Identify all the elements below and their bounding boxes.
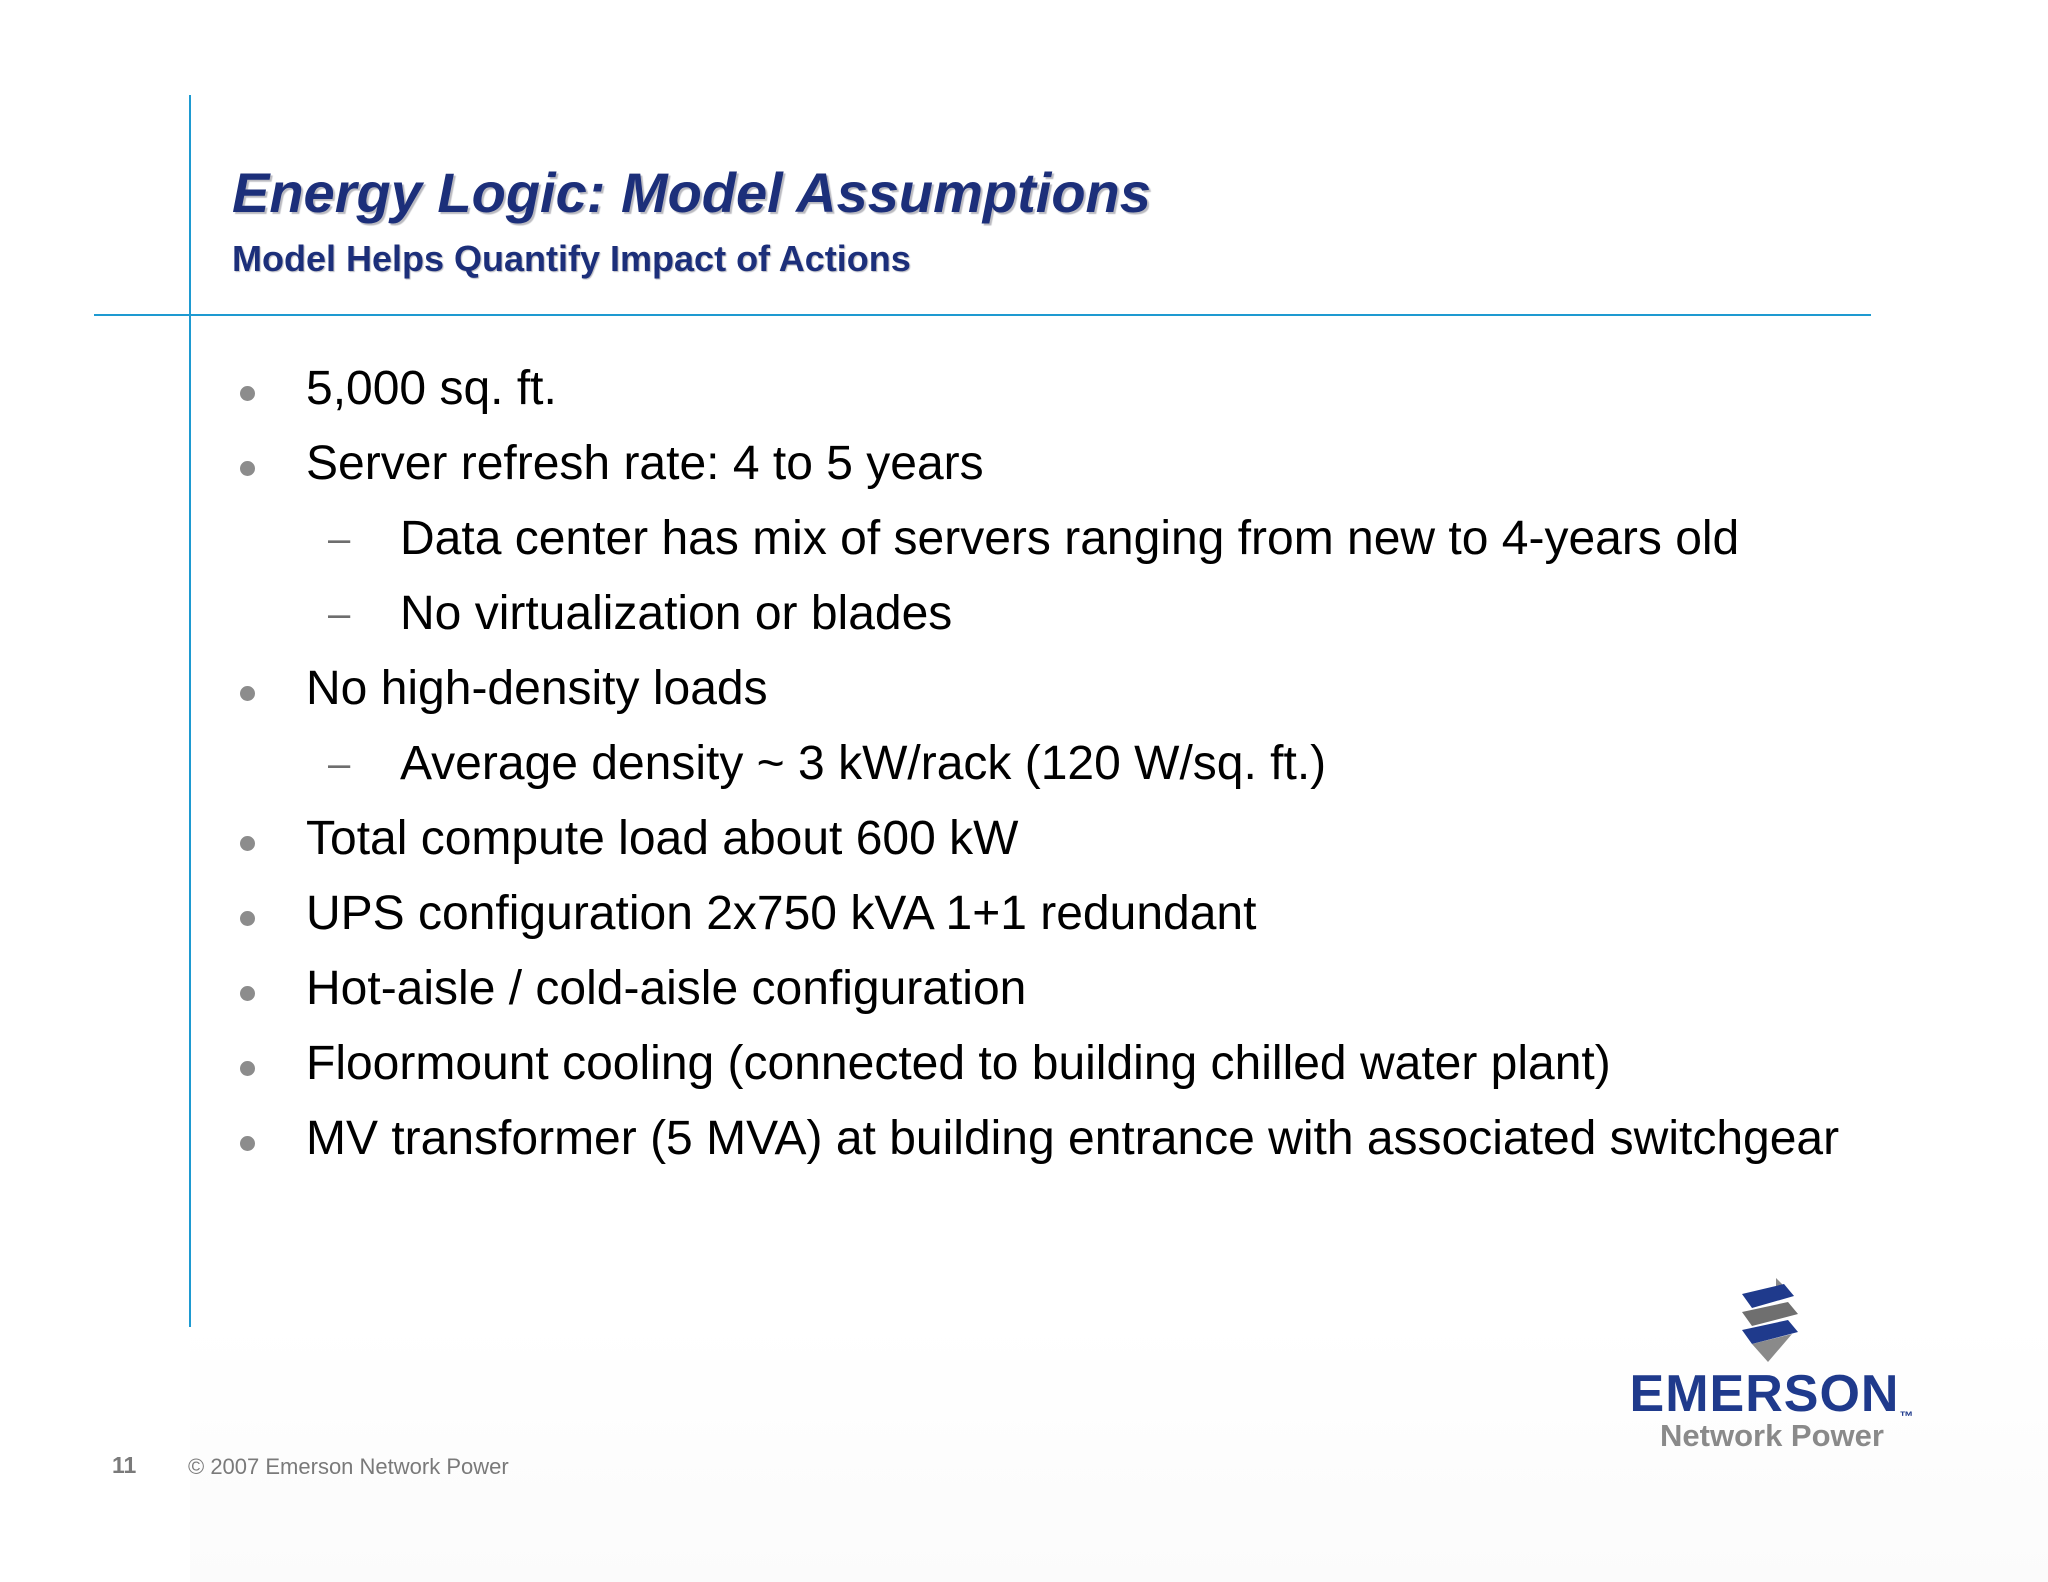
bullet-dot-icon — [240, 386, 255, 401]
bullet-dot-icon — [240, 1136, 255, 1151]
bullet-list — [232, 364, 1872, 1164]
bullet-text: Server refresh rate: 4 to 5 years — [306, 437, 984, 490]
page-number: 11 — [112, 1452, 137, 1478]
bullet-dot-icon — [240, 1061, 255, 1076]
logo-wordmark — [1612, 1364, 1932, 1424]
bullet-text: Hot-aisle / cold-aisle configuration — [306, 962, 1027, 1015]
copyright-text: © 2007 Emerson Network Power — [188, 1454, 509, 1479]
bullet-text: UPS configuration 2x750 kVA 1+1 redundant — [306, 887, 1257, 940]
bullet-item — [232, 814, 1872, 864]
bullet-dot-icon — [240, 986, 255, 1001]
bullet-dot-icon — [240, 911, 255, 926]
bullet-item — [232, 1114, 1872, 1164]
bullet-dot-icon — [240, 836, 255, 851]
logo-name: EMERSON — [1629, 1365, 1900, 1423]
bullet-item — [232, 364, 1872, 414]
dash-icon: – — [328, 592, 351, 636]
bullet-text: No high-density loads — [306, 662, 768, 715]
sub-bullet-item — [232, 739, 1872, 789]
bullet-text: 5,000 sq. ft. — [306, 362, 557, 415]
bullet-item — [232, 964, 1872, 1014]
sub-bullet-item — [232, 589, 1872, 639]
bullet-item — [232, 889, 1872, 939]
emerson-mark-icon — [1736, 1278, 1804, 1362]
bullet-item — [232, 439, 1872, 489]
bullet-text: Total compute load about 600 kW — [306, 812, 1019, 865]
bullet-item — [232, 664, 1872, 714]
dash-icon: – — [328, 517, 351, 561]
sub-bullet-text: Data center has mix of servers ranging from new to 4-years old — [400, 512, 1740, 565]
bullet-dot-icon — [240, 461, 255, 476]
horizontal-rule — [94, 314, 1871, 316]
emerson-logo — [1612, 1278, 1942, 1454]
sub-bullet-item — [232, 514, 1872, 564]
bullet-text: Floormount cooling (connected to building chilled water plant) — [306, 1037, 1611, 1090]
logo-tagline: Network Power — [1660, 1418, 1884, 1453]
vertical-rule — [189, 95, 191, 1327]
bullet-text: MV transformer (5 MVA) at building entrance with associated switchgear — [306, 1112, 1840, 1165]
bullet-dot-icon — [240, 686, 255, 701]
sub-bullet-text: No virtualization or blades — [400, 587, 953, 640]
bullet-item — [232, 1039, 1872, 1089]
sub-bullet-text: Average density ~ 3 kW/rack (120 W/sq. ft.) — [400, 737, 1327, 790]
trademark-mark: ™ — [1899, 1408, 1915, 1424]
dash-icon: – — [328, 742, 351, 786]
slide-subtitle: Model Helps Quantify Impact of Actions — [232, 238, 911, 279]
slide-title: Energy Logic: Model Assumptions — [232, 161, 1151, 224]
